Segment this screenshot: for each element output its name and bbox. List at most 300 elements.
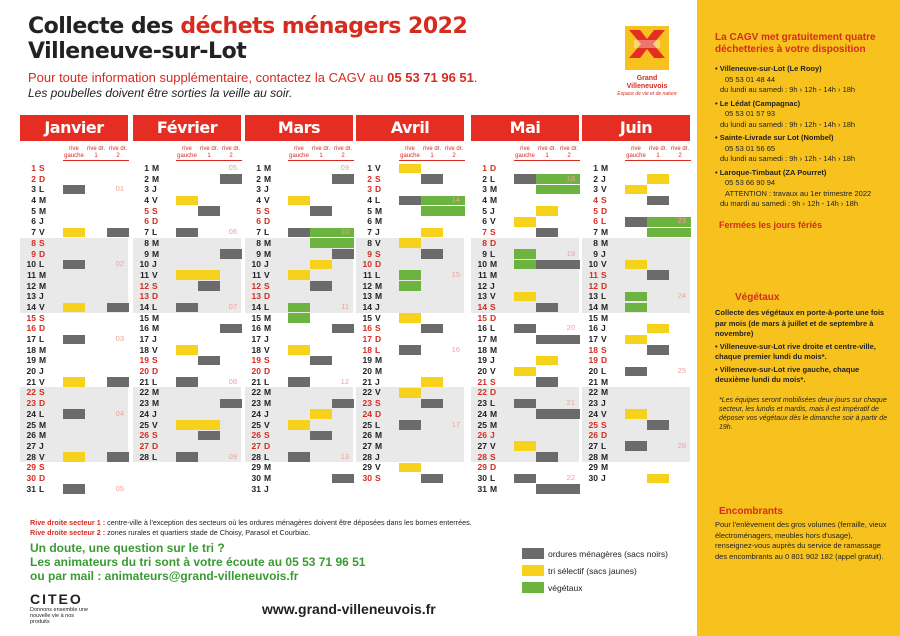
day-number: 23 — [139, 398, 149, 409]
vegetaux-rive-gauche: • Villeneuve-sur-Lot rive gauche, chaque deuxième lundi du mois*. — [715, 364, 860, 384]
day-letter: L — [264, 301, 270, 312]
day-number: 29 — [251, 462, 261, 473]
day-letter: D — [601, 430, 608, 441]
day-number: 6 — [144, 216, 149, 227]
day-row — [245, 355, 353, 366]
ordures-mark — [63, 409, 85, 419]
day-row — [582, 473, 690, 484]
day-row — [20, 227, 128, 238]
day-number: 15 — [362, 312, 372, 323]
day-number: 21 — [139, 376, 149, 387]
ordures-mark — [536, 452, 558, 462]
day-letter: S — [490, 376, 496, 387]
day-row — [356, 163, 464, 174]
day-number: 3 — [144, 184, 149, 195]
vegetaux-mark — [669, 228, 691, 238]
day-number: 16 — [588, 323, 598, 334]
day-row — [20, 377, 128, 388]
day-number: 3 — [31, 184, 36, 195]
tri-mark — [198, 270, 220, 280]
ordures-mark — [220, 324, 242, 334]
day-row — [20, 345, 128, 356]
day-letter: D — [601, 205, 608, 216]
day-number: 7 — [593, 227, 598, 238]
dechetterie-4-phone: 05 53 66 90 94 — [725, 178, 776, 187]
day-number: 26 — [139, 430, 149, 441]
vegetaux-swatch — [522, 582, 544, 593]
column-header: rive gauche — [399, 146, 421, 161]
column-header: rive gauche — [176, 146, 198, 161]
day-row — [133, 334, 241, 345]
day-row — [582, 409, 690, 420]
tri-mark — [176, 196, 198, 206]
day-number: 14 — [26, 301, 36, 312]
ordures-mark — [514, 174, 536, 184]
day-row — [471, 270, 579, 281]
day-number: 29 — [26, 462, 36, 473]
day-row — [582, 313, 690, 324]
day-letter: M — [375, 366, 383, 377]
calendar-months — [20, 115, 690, 515]
tri-mark — [536, 206, 558, 216]
day-row — [20, 249, 128, 260]
day-letter: M — [490, 195, 498, 206]
day-letter: J — [39, 291, 44, 302]
day-letter: J — [490, 280, 495, 291]
ordures-mark — [647, 345, 669, 355]
vegetaux-mark — [558, 185, 580, 195]
day-number: 3 — [482, 184, 487, 195]
ordures-mark — [288, 452, 310, 462]
vegetaux-mark — [536, 174, 558, 184]
day-row — [245, 291, 353, 302]
day-number: 18 — [251, 344, 261, 355]
day-number: 10 — [26, 259, 36, 270]
ordures-mark — [399, 345, 421, 355]
column-header: rive gauche — [63, 146, 85, 161]
day-number: 27 — [26, 440, 36, 451]
day-letter: D — [39, 472, 46, 483]
day-row — [582, 302, 690, 313]
day-row — [245, 345, 353, 356]
day-letter: J — [264, 483, 269, 494]
day-row — [471, 334, 579, 345]
page-subtitle: Villeneuve-sur-Lot — [28, 39, 247, 64]
day-letter: M — [39, 195, 47, 206]
tri-mark — [63, 377, 85, 387]
day-letter: M — [152, 237, 160, 248]
column-header: rive gauche — [288, 146, 310, 161]
day-row — [245, 184, 353, 195]
ordures-mark — [421, 249, 443, 259]
day-number: 28 — [588, 451, 598, 462]
day-row — [133, 313, 241, 324]
day-row — [471, 216, 579, 227]
ordures-mark — [198, 431, 220, 441]
day-number: 26 — [251, 430, 261, 441]
day-number: 6 — [31, 216, 36, 227]
day-row — [20, 184, 128, 195]
day-number: 11 — [478, 269, 487, 280]
tri-mark — [288, 270, 310, 280]
day-row — [245, 313, 353, 324]
day-letter: J — [39, 366, 44, 377]
tri-mark — [63, 452, 85, 462]
dechetteries-title: La CAGV met gratuitement quatre déchetteries à votre disposition — [715, 32, 876, 55]
day-letter: M — [152, 398, 160, 409]
ordures-swatch — [522, 548, 544, 559]
footer-info — [30, 518, 520, 583]
ordures-mark — [399, 420, 421, 430]
header — [28, 14, 688, 100]
day-row — [133, 270, 241, 281]
day-number: 22 — [26, 387, 36, 398]
month-title: Mai — [471, 115, 579, 141]
day-row — [471, 163, 579, 174]
day-number: 29 — [362, 462, 372, 473]
day-number: 13 — [588, 291, 598, 302]
day-letter: L — [601, 291, 607, 302]
day-row — [582, 227, 690, 238]
tri-mark — [399, 238, 421, 248]
day-number: 18 — [26, 344, 36, 355]
day-letter: J — [375, 451, 380, 462]
day-number: 11 — [589, 269, 598, 280]
day-row — [471, 473, 579, 484]
tri-mark — [421, 228, 443, 238]
day-number: 5 — [31, 205, 36, 216]
ordures-mark — [107, 452, 129, 462]
day-number: 5 — [256, 205, 261, 216]
vegetaux-mark — [421, 206, 443, 216]
day-number: 25 — [139, 419, 149, 430]
vegetaux-mark — [332, 238, 354, 248]
dechetterie-2-hours: du lundi au samedi : 9h › 12h - 14h › 18h — [720, 119, 856, 129]
day-number: 27 — [139, 440, 149, 451]
logo-tagline: Espace de vie et de nature — [617, 91, 677, 97]
day-number: 10 — [477, 259, 487, 270]
day-row — [20, 473, 128, 484]
day-number: 1 — [256, 163, 261, 173]
day-number: 23 — [362, 398, 372, 409]
vegetaux-rive-droite: • Villeneuve-sur-Lot rive droite et centre-ville, chaque premier lundi du mois*. — [715, 341, 876, 361]
day-number: 1 — [367, 163, 372, 173]
day-letter: V — [601, 184, 607, 195]
ordures-mark — [514, 324, 536, 334]
vegetaux-mark — [399, 270, 421, 280]
ordures-mark — [536, 303, 558, 313]
day-row — [245, 430, 353, 441]
day-letter: L — [152, 227, 158, 238]
day-row — [133, 174, 241, 185]
week-number: 05 — [228, 163, 237, 172]
day-rows — [20, 163, 128, 494]
ordures-mark — [310, 356, 332, 366]
website-link[interactable]: www.grand-villeneuvois.fr — [262, 601, 436, 617]
day-row — [20, 355, 128, 366]
day-number: 20 — [588, 366, 598, 377]
ordures-mark — [176, 303, 198, 313]
day-letter: J — [152, 259, 157, 270]
day-row — [133, 249, 241, 260]
day-row — [471, 377, 579, 388]
day-letter: J — [601, 173, 606, 184]
ordures-mark — [647, 270, 669, 280]
day-rows — [471, 163, 579, 494]
day-number: 20 — [477, 366, 487, 377]
week-number: 12 — [340, 376, 349, 386]
day-letter: S — [490, 451, 496, 462]
day-number: 15 — [26, 312, 36, 323]
week-number: 10 — [340, 227, 349, 237]
day-row — [245, 302, 353, 313]
day-number: 18 — [588, 344, 598, 355]
day-letter: S — [264, 280, 270, 291]
day-number: 19 — [588, 355, 598, 366]
ordures-mark — [421, 324, 443, 334]
day-row — [356, 216, 464, 227]
ordures-mark — [310, 281, 332, 291]
day-letter: M — [490, 483, 498, 494]
day-row — [471, 227, 579, 238]
day-letter: M — [375, 430, 383, 441]
day-row — [356, 259, 464, 270]
day-row — [133, 398, 241, 409]
day-row — [245, 334, 353, 345]
day-number: 23 — [251, 398, 261, 409]
tri-swatch — [522, 565, 544, 576]
day-number: 1 — [593, 163, 598, 173]
day-row — [245, 259, 353, 270]
day-number: 5 — [593, 205, 598, 216]
vegetaux-mark — [514, 249, 536, 259]
encombrants-text: Pour l'enlèvement des gros volumes (ferraille, vieux électroménagers, meubles hors d'usage), renseignez-vous auprès du service de ramassage des encombrants au 0 801 902 182 (appel gratuit). — [715, 520, 887, 561]
day-number: 1 — [482, 163, 487, 173]
day-letter: M — [39, 269, 47, 280]
week-number: 05 — [115, 483, 124, 493]
day-letter: V — [490, 216, 496, 227]
contact-info: Pour toute information supplémentaire, contactez la CAGV au 05 53 71 96 51. — [28, 70, 478, 85]
day-letter: J — [39, 440, 44, 451]
day-number: 27 — [251, 440, 261, 451]
dechetterie-2-name: • Le Lédat (Campagnac) — [715, 98, 801, 108]
day-letter: L — [39, 408, 45, 419]
column-headers — [356, 141, 464, 163]
day-row — [133, 227, 241, 238]
legend-label: tri sélectif (sacs jaunes) — [548, 566, 637, 576]
day-letter: S — [601, 195, 607, 206]
ordures-mark — [514, 474, 536, 484]
day-number: 17 — [362, 334, 372, 344]
day-row — [133, 420, 241, 431]
day-row — [245, 377, 353, 388]
day-number: 25 — [477, 419, 487, 430]
day-letter: J — [39, 216, 44, 227]
tri-mark — [288, 420, 310, 430]
day-letter: D — [490, 163, 497, 173]
tri-mark — [63, 303, 85, 313]
day-number: 24 — [139, 408, 149, 419]
day-number: 3 — [256, 184, 261, 195]
month-0 — [20, 115, 128, 494]
day-number: 4 — [31, 195, 36, 206]
day-number: 27 — [362, 440, 372, 451]
day-row — [356, 398, 464, 409]
tri-mark — [288, 196, 310, 206]
month-title: Janvier — [20, 115, 128, 141]
grand-villeneuvois-logo — [614, 26, 680, 97]
day-row — [582, 174, 690, 185]
day-number: 16 — [362, 323, 372, 334]
day-number: 15 — [251, 312, 261, 323]
day-row — [471, 184, 579, 195]
day-number: 4 — [482, 195, 487, 206]
ordures-mark — [332, 174, 354, 184]
day-row — [356, 302, 464, 313]
day-row — [133, 387, 241, 398]
day-number: 6 — [482, 216, 487, 227]
day-letter: M — [601, 387, 609, 398]
day-number: 25 — [362, 419, 372, 430]
day-row — [245, 323, 353, 334]
day-row — [356, 249, 464, 260]
day-row — [20, 206, 128, 217]
ordures-mark — [558, 260, 580, 270]
day-letter: M — [375, 440, 383, 451]
day-letter: S — [375, 173, 381, 184]
vegetaux-mark — [514, 260, 536, 270]
day-number: 4 — [593, 195, 598, 206]
day-number: 22 — [251, 387, 261, 398]
day-number: 2 — [31, 173, 36, 184]
day-number: 16 — [251, 323, 261, 334]
week-number: 03 — [115, 334, 124, 343]
day-rows — [245, 163, 353, 494]
day-number: 24 — [251, 408, 261, 419]
day-letter: S — [152, 280, 158, 291]
tri-mark — [514, 292, 536, 302]
day-number: 31 — [477, 483, 487, 494]
column-header: rive dr. 1 — [198, 146, 220, 161]
week-number: 21 — [566, 398, 575, 408]
ordures-mark — [421, 474, 443, 484]
day-row — [582, 270, 690, 281]
tri-mark — [421, 377, 443, 387]
day-number: 17 — [251, 334, 261, 344]
day-letter: S — [39, 387, 45, 398]
ordures-mark — [421, 399, 443, 409]
day-number: 20 — [362, 366, 372, 377]
day-row — [133, 452, 241, 463]
day-number: 10 — [139, 259, 149, 270]
day-row — [20, 302, 128, 313]
day-row — [133, 163, 241, 174]
column-header: rive dr. 2 — [107, 146, 129, 161]
column-header: rive dr. 1 — [647, 146, 669, 161]
day-letter: L — [375, 344, 381, 355]
day-number: 13 — [26, 291, 36, 302]
day-row — [245, 195, 353, 206]
day-number: 16 — [26, 323, 36, 334]
day-row — [582, 195, 690, 206]
day-number: 5 — [144, 205, 149, 216]
day-row — [471, 420, 579, 431]
ordures-mark — [63, 185, 85, 195]
day-row — [471, 366, 579, 377]
day-letter: V — [39, 376, 45, 387]
day-row — [20, 452, 128, 463]
logo-word-2: Villeneuvois — [626, 83, 668, 90]
ordures-mark — [332, 474, 354, 484]
day-row — [133, 238, 241, 249]
vegetaux-title: Végétaux — [735, 292, 780, 303]
day-row — [582, 281, 690, 292]
day-row — [20, 366, 128, 377]
day-row — [245, 441, 353, 452]
vegetaux-mark — [288, 303, 310, 313]
day-row — [471, 249, 579, 260]
day-row — [20, 484, 128, 495]
question-line-3[interactable]: ou par mail : animateurs@grand-villeneuvois.fr — [30, 569, 299, 583]
day-number: 6 — [367, 216, 372, 227]
day-number: 9 — [482, 248, 487, 259]
day-letter: S — [601, 269, 607, 280]
day-letter: D — [490, 387, 497, 398]
week-number: 15 — [451, 269, 460, 279]
column-header: rive dr. 2 — [558, 146, 580, 161]
day-number: 17 — [588, 334, 598, 344]
column-headers — [582, 141, 690, 163]
day-row — [471, 462, 579, 473]
day-row — [245, 227, 353, 238]
day-letter: S — [375, 472, 381, 483]
day-number: 20 — [26, 366, 36, 377]
day-number: 13 — [362, 291, 372, 302]
day-number: 11 — [252, 269, 261, 280]
day-number: 10 — [588, 259, 598, 270]
day-number: 31 — [26, 483, 36, 494]
day-letter: D — [375, 184, 382, 195]
day-row — [133, 345, 241, 356]
day-number: 9 — [31, 248, 36, 259]
day-letter: S — [39, 163, 45, 173]
day-row — [133, 195, 241, 206]
month-3 — [356, 115, 464, 484]
day-letter: V — [375, 237, 381, 248]
day-letter: J — [490, 205, 495, 216]
day-row — [20, 462, 128, 473]
day-number: 30 — [251, 472, 261, 483]
ordures-mark — [558, 335, 580, 345]
ordures-mark — [310, 431, 332, 441]
day-number: 23 — [477, 398, 487, 409]
day-letter: M — [152, 248, 160, 259]
month-title: Avril — [356, 115, 464, 141]
day-letter: S — [264, 430, 270, 441]
day-row — [582, 366, 690, 377]
day-letter: L — [490, 248, 496, 259]
day-number: 27 — [477, 440, 487, 451]
day-row — [471, 387, 579, 398]
tri-mark — [514, 441, 536, 451]
day-row — [356, 227, 464, 238]
day-row — [133, 184, 241, 195]
day-row — [582, 452, 690, 463]
day-letter: S — [375, 398, 381, 409]
day-row — [582, 334, 690, 345]
day-letter: D — [152, 440, 159, 451]
day-number: 11 — [140, 269, 149, 280]
